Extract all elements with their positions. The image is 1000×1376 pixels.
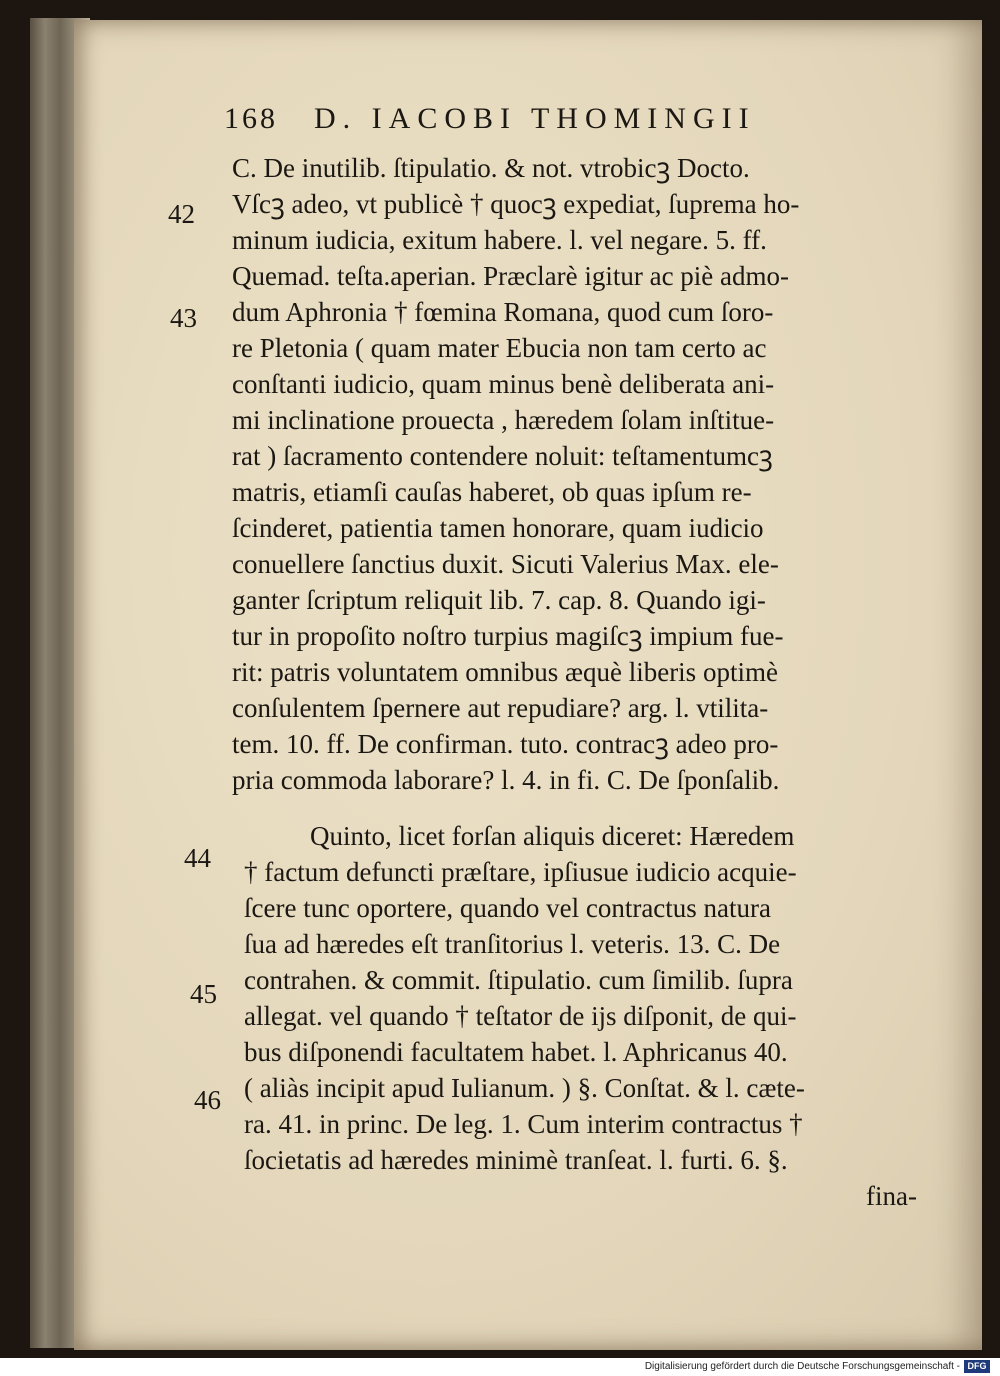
text-line: minum iudicia, exitum habere. l. vel negare. 5. ff.: [232, 225, 767, 255]
footer-credit: Digitalisierung gefördert durch die Deutsche Forschungsgemeinschaft -: [644, 1361, 960, 1372]
text-line: ganter ſcriptum reliquit lib. 7. cap. 8. Quando igi-: [232, 585, 766, 615]
page-number: 168: [224, 102, 278, 135]
text-line: pria commoda laborare? l. 4. in fi. C. De ſponſalib.: [232, 765, 780, 795]
catchword: fina-: [866, 1181, 917, 1211]
text-line: conuellere ſanctius duxit. Sicuti Valerius Max. ele-: [232, 549, 779, 579]
text-line: ſua ad hæredes eſt tranſitorius l. veteris. 13. C. De: [244, 929, 781, 959]
running-header: [224, 102, 864, 142]
text-line: re Pletonia ( quam mater Ebucia non tam certo ac: [232, 333, 767, 363]
text-line: rat ) ſacramento contendere noluit: teſtamentumcꝫ: [232, 441, 773, 471]
margin-number: 42: [168, 199, 195, 229]
running-title: D. IACOBI THOMINGII: [314, 102, 756, 135]
text-line: Vſcꝫ adeo, vt publicè † quocꝫ expediat, ſuprema ho-: [232, 189, 800, 219]
text-line: rit: patris voluntatem omnibus æquè liberis optimè: [232, 657, 778, 687]
text-line: Quemad. teſta.aperian. Præclarè igitur ac piè admo-: [232, 261, 790, 291]
text-line: ( aliàs incipit apud Iulianum. ) §. Conſtat. & l. cæte-: [244, 1073, 805, 1103]
margin-number: 46: [194, 1085, 221, 1115]
text-line: ſocietatis ad hæredes minimè tranſeat. l. furti. 6. §.: [244, 1145, 788, 1175]
margin-number: 44: [184, 843, 211, 873]
text-line: conſtanti iudicio, quam minus benè deliberata ani-: [232, 369, 775, 399]
text-line: Quinto, licet forſan aliquis diceret: Hæredem: [310, 821, 795, 851]
text-line: C. De inutilib. ſtipulatio. & not. vtrobicꝫ Docto.: [232, 153, 750, 183]
text-line: allegat. vel quando † teſtator de ĳs diſponit, de qui-: [244, 1001, 797, 1031]
margin-number: 43: [170, 303, 197, 333]
dfg-logo-icon: DFG: [964, 1360, 990, 1373]
text-line: tur in propoſito noſtro turpius magiſcꝫ impium fue-: [232, 621, 784, 651]
text-line: ra. 41. in princ. De leg. 1. Cum interim contractus †: [244, 1109, 803, 1139]
text-line: bus diſponendi facultatem habet. l. Aphricanus 40.: [244, 1037, 788, 1067]
text-line: dum Aphronia † fœmina Romana, quod cum ſoro-: [232, 297, 774, 327]
text-line: contrahen. & commit. ſtipulatio. cum ſimilib. ſupra: [244, 965, 793, 995]
text-line: tem. 10. ff. De confirman. tuto. contracꝫ adeo pro-: [232, 729, 779, 759]
text-line: matris, etiamſi cauſas haberet, ob quas ipſum re-: [232, 477, 752, 507]
text-line: ſcere tunc oportere, quando vel contractus natura: [244, 893, 772, 923]
text-line: mi inclinatione prouecta , hæredem ſolam inſtitue-: [232, 405, 775, 435]
text-line: † factum defuncti præſtare, ipſiusue iudicio acquie-: [244, 857, 797, 887]
text-line: ſcinderet, patientia tamen honorare, quam iudicio: [232, 513, 764, 543]
margin-number: 45: [190, 979, 217, 1009]
footer-bar: [0, 1358, 1000, 1376]
text-line: conſulentem ſpernere aut repudiare? arg. l. vtilita-: [232, 693, 769, 723]
